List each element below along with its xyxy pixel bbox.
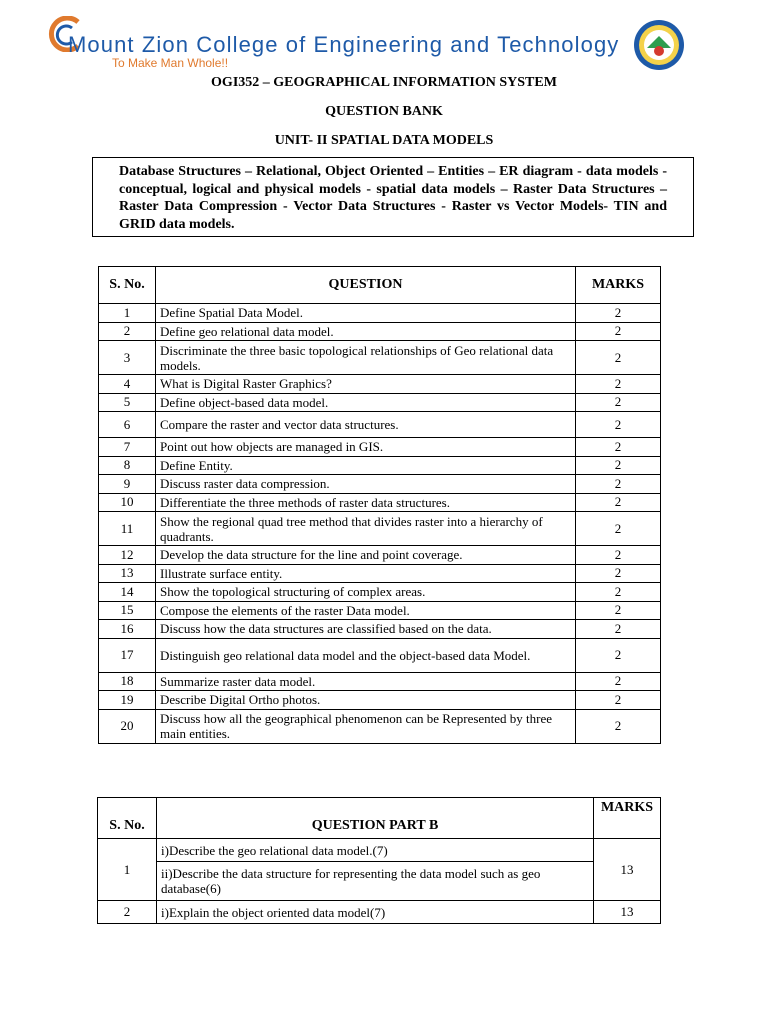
table-row [99,601,661,620]
row-question: Discuss how all the geographical phenomenon can be Represented by three main entities. [156,709,576,743]
table-row [99,620,661,639]
sno-header: S. No. [99,267,156,304]
row-sno: 2 [98,901,157,924]
row-sno: 9 [99,475,156,494]
table-row [99,493,661,512]
marks-header: MARKS [594,798,661,839]
row-marks: 2 [576,709,661,743]
row-question: Summarize raster data model. [156,672,576,691]
row-marks: 2 [576,341,661,375]
row-question: Compose the elements of the raster Data model. [156,601,576,620]
row-question: Show the topological structuring of complex areas. [156,583,576,602]
college-name: Mount Zion College of Engineering and Technology [68,32,620,57]
marks-header: MARKS [576,267,661,304]
row-question: Develop the data structure for the line and point coverage. [156,546,576,565]
row-sno: 5 [99,393,156,412]
row-sno: 11 [99,512,156,546]
row-marks: 2 [576,393,661,412]
table-row [99,638,661,672]
part-b-header-row [98,798,661,839]
table-row [99,341,661,375]
sno-header: S. No. [98,798,157,839]
row-sno: 14 [99,583,156,602]
table-row [99,564,661,583]
row-sno: 20 [99,709,156,743]
row-marks: 2 [576,546,661,565]
table-row [99,375,661,394]
row-marks: 2 [576,512,661,546]
row-sno: 1 [98,839,157,901]
unit-topics-box [92,157,694,237]
row-sno: 17 [99,638,156,672]
row-question: Differentiate the three methods of raster data structures. [156,493,576,512]
row-sno: 13 [99,564,156,583]
row-marks: 2 [576,322,661,341]
row-question: What is Digital Raster Graphics? [156,375,576,394]
row-marks: 2 [576,493,661,512]
row-question: i)Explain the object oriented data model(7) [157,901,594,924]
part-a-table [98,266,661,744]
row-question: Discriminate the three basic topological relationships of Geo relational data models. [156,341,576,375]
row-question: Compare the raster and vector data structures. [156,412,576,438]
table-row [98,839,661,862]
table-row [99,583,661,602]
row-sno: 1 [99,304,156,323]
row-question: Describe Digital Ortho photos. [156,691,576,710]
college-header [48,14,698,72]
unit-title: UNIT- II SPATIAL DATA MODELS [274,133,494,148]
row-sno: 15 [99,601,156,620]
row-marks: 2 [576,691,661,710]
table-row [99,512,661,546]
row-sno: 8 [99,456,156,475]
row-sno: 10 [99,493,156,512]
row-question: Define Entity. [156,456,576,475]
table-row [99,322,661,341]
row-question: Point out how objects are managed in GIS. [156,438,576,457]
row-marks: 2 [576,672,661,691]
row-sno: 3 [99,341,156,375]
table-row [98,862,661,901]
row-sno: 7 [99,438,156,457]
table-row [98,901,661,924]
row-marks: 2 [576,638,661,672]
college-tagline: To Make Man Whole!! [112,56,229,70]
table-row [99,304,661,323]
course-title: OGI352 – GEOGRAPHICAL INFORMATION SYSTEM [211,75,557,90]
row-marks: 2 [576,304,661,323]
row-sno: 4 [99,375,156,394]
row-marks: 2 [576,375,661,394]
row-question: Distinguish geo relational data model and the object-based data Model. [156,638,576,672]
table-row [99,393,661,412]
document-title: QUESTION BANK [325,104,443,119]
row-question: i)Describe the geo relational data model.(7) [157,839,594,862]
row-marks: 2 [576,583,661,602]
unit-topics-text: Database Structures – Relational, Object Oriented – Entities – ER diagram - data models - conceptual, logical and physical models - spatial data models – Raster Data Structures – Raster Data Compression - Vector Data Structures - Raster vs Vector Models- TIN and GRID data models. [119,164,667,232]
row-marks: 2 [576,475,661,494]
row-sno: 12 [99,546,156,565]
part-b-table [97,797,661,924]
row-question: Discuss how the data structures are classified based on the data. [156,620,576,639]
row-marks: 2 [576,438,661,457]
row-sno: 19 [99,691,156,710]
row-sno: 2 [99,322,156,341]
row-question: Illustrate surface entity. [156,564,576,583]
table-row [99,672,661,691]
row-sno: 6 [99,412,156,438]
question-part-b-header: QUESTION PART B [157,798,594,839]
row-marks: 2 [576,456,661,475]
table-row [99,456,661,475]
row-question: Show the regional quad tree method that divides raster into a hierarchy of quadrants. [156,512,576,546]
row-question: Define Spatial Data Model. [156,304,576,323]
row-sno: 16 [99,620,156,639]
question-header: QUESTION [156,267,576,304]
part-a-header-row [99,267,661,304]
row-marks: 2 [576,620,661,639]
row-marks: 13 [594,839,661,901]
table-row [99,546,661,565]
row-question: Define geo relational data model. [156,322,576,341]
row-marks: 13 [594,901,661,924]
row-marks: 2 [576,564,661,583]
table-row [99,475,661,494]
row-question: Define object-based data model. [156,393,576,412]
row-sno: 18 [99,672,156,691]
row-question: ii)Describe the data structure for representing the data model such as geo database(6) [157,862,594,901]
row-marks: 2 [576,601,661,620]
table-row [99,709,661,743]
row-marks: 2 [576,412,661,438]
college-seal-icon [632,18,686,72]
table-row [99,438,661,457]
table-row [99,691,661,710]
table-row [99,412,661,438]
row-question: Discuss raster data compression. [156,475,576,494]
